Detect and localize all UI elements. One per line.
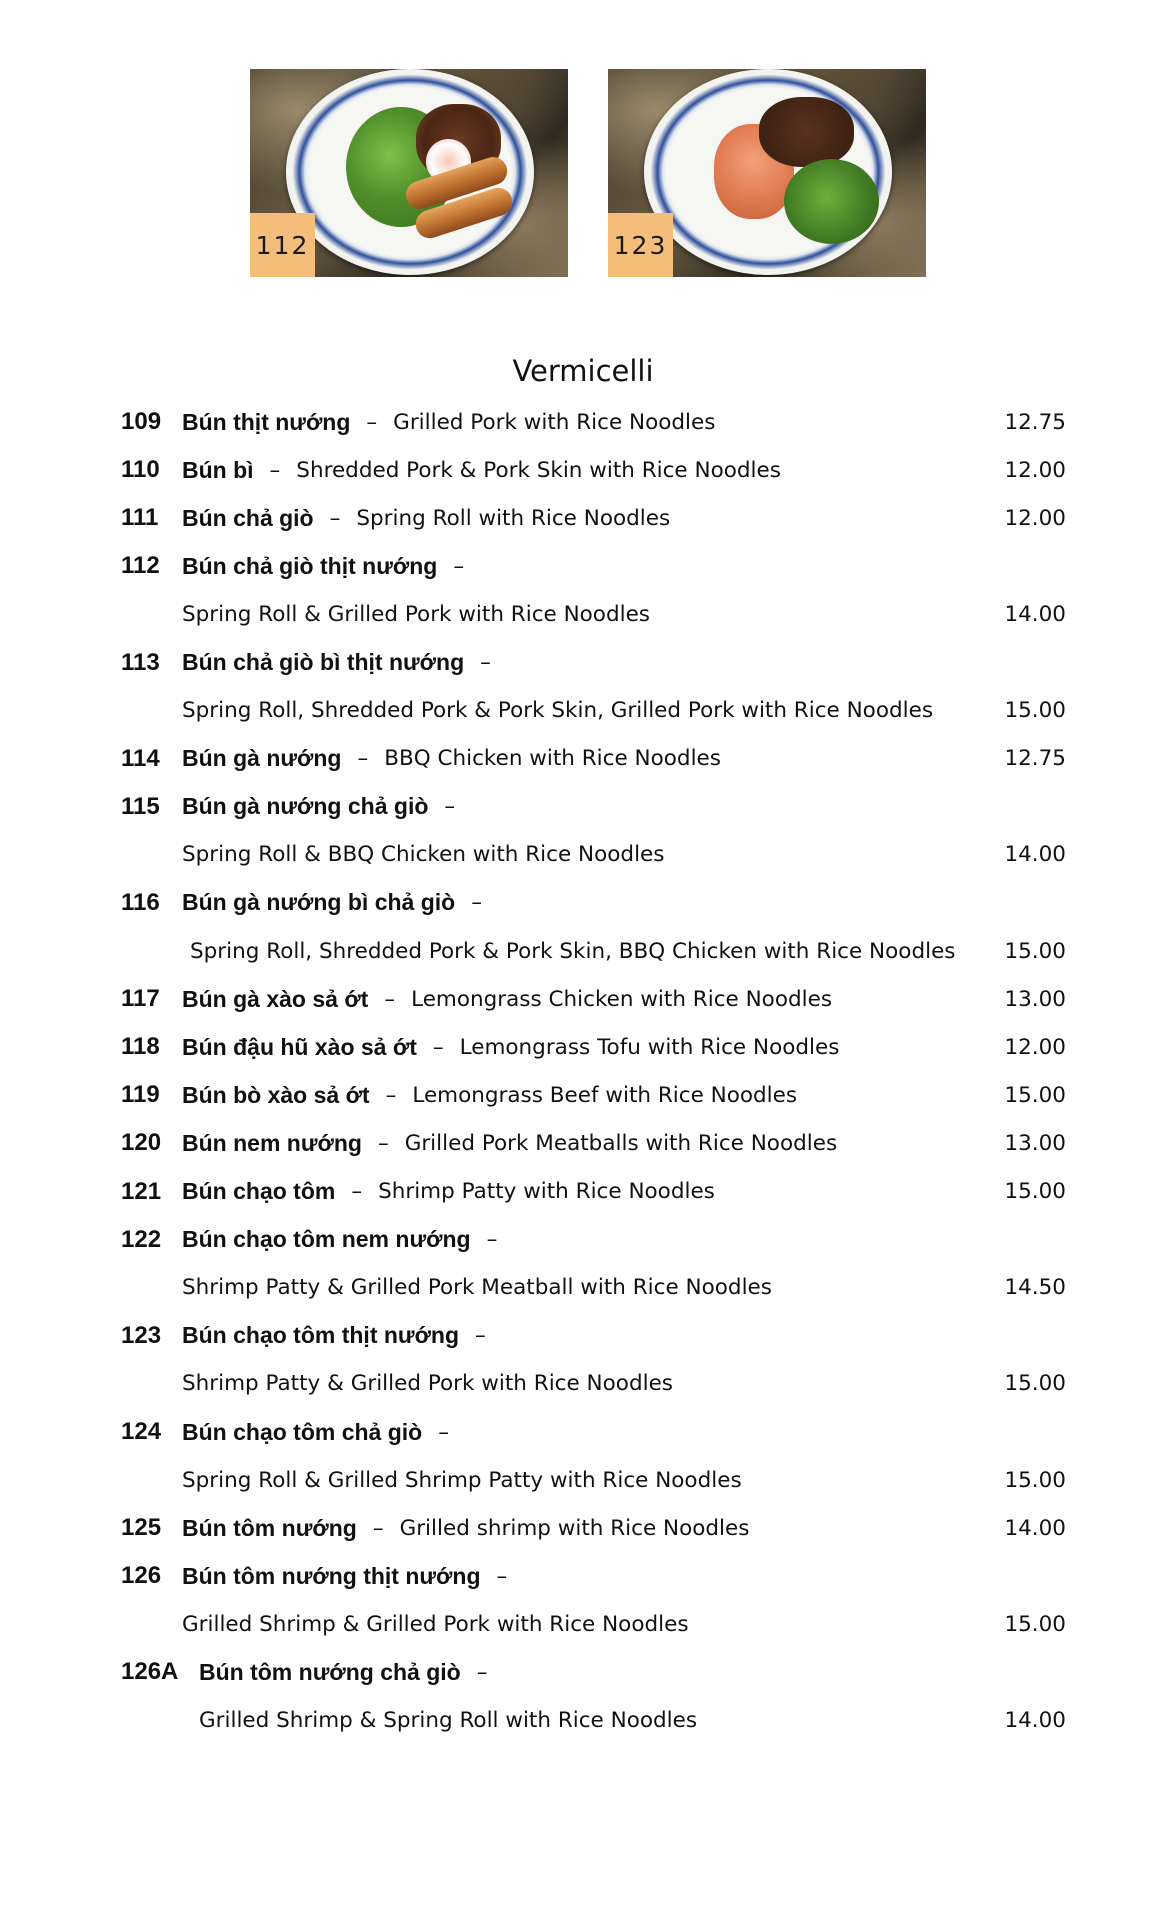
item-price: 15.00 bbox=[1004, 1179, 1066, 1205]
item-name-english: Spring Roll & BBQ Chicken with Rice Noodles bbox=[182, 842, 665, 868]
separator-dash: – bbox=[475, 1323, 486, 1349]
item-name-english: Spring Roll & Grilled Shrimp Patty with Rice Noodles bbox=[182, 1467, 742, 1493]
menu-item bbox=[121, 1168, 1066, 1216]
item-name-english: Shrimp Patty & Grilled Pork with Rice Noodles bbox=[182, 1371, 673, 1397]
item-number: 110 bbox=[121, 456, 160, 484]
photo-strip bbox=[250, 69, 930, 277]
separator-dash: – bbox=[480, 650, 491, 676]
item-number: 111 bbox=[121, 504, 159, 532]
dish-photo-123 bbox=[608, 69, 926, 277]
item-name-english: Spring Roll with Rice Noodles bbox=[356, 505, 671, 531]
separator-dash: – bbox=[372, 1515, 384, 1541]
item-number: 122 bbox=[121, 1225, 162, 1253]
item-name-english: Spring Roll & Grilled Pork with Rice Noodles bbox=[182, 601, 651, 627]
menu-item-continuation bbox=[121, 831, 1066, 879]
item-name-vietnamese: Bún chạo tôm chả giò bbox=[182, 1418, 423, 1445]
item-price: 14.00 bbox=[1004, 601, 1066, 627]
item-name-vietnamese: Bún gà nướng bì chả giò bbox=[182, 889, 456, 916]
item-name-vietnamese: Bún tôm nướng bbox=[182, 1514, 357, 1541]
separator-dash: – bbox=[357, 746, 369, 772]
item-name-vietnamese: Bún tôm nướng chả giò bbox=[199, 1658, 461, 1685]
item-name-vietnamese: Bún thịt nướng bbox=[182, 408, 351, 435]
item-name-vietnamese: Bún chả giò bbox=[182, 504, 314, 531]
item-number: 118 bbox=[121, 1033, 160, 1061]
item-number: 115 bbox=[121, 792, 160, 820]
menu-item bbox=[121, 1023, 1066, 1071]
item-name-english: Grilled Pork Meatballs with Rice Noodles bbox=[404, 1130, 838, 1156]
separator-dash: – bbox=[438, 1419, 449, 1445]
separator-dash: – bbox=[486, 1227, 498, 1253]
menu-item bbox=[121, 1504, 1066, 1552]
item-number: 120 bbox=[121, 1129, 162, 1157]
section-title: Vermicelli bbox=[512, 354, 654, 388]
item-price: 15.00 bbox=[1004, 1371, 1066, 1397]
menu-item-continuation bbox=[121, 590, 1066, 638]
item-price: 15.00 bbox=[1004, 1082, 1066, 1108]
item-name-vietnamese: Bún bò xào sả ớt bbox=[182, 1081, 370, 1108]
item-name-english: Grilled shrimp with Rice Noodles bbox=[399, 1515, 750, 1541]
item-name-vietnamese: Bún chạo tôm nem nướng bbox=[182, 1226, 471, 1253]
item-name-english: Shrimp Patty & Grilled Pork Meatball with Rice Noodles bbox=[182, 1275, 772, 1301]
item-number: 121 bbox=[121, 1177, 162, 1205]
menu-item-continuation bbox=[121, 687, 1066, 735]
item-price: 12.00 bbox=[1004, 1034, 1066, 1060]
menu-item bbox=[121, 1648, 1066, 1696]
item-name-english: Grilled Pork with Rice Noodles bbox=[393, 409, 716, 435]
menu-item bbox=[121, 398, 1066, 446]
menu-item bbox=[121, 1552, 1066, 1600]
item-name-vietnamese: Bún chạo tôm thịt nướng bbox=[182, 1322, 460, 1349]
item-name-vietnamese: Bún chả giò thịt nướng bbox=[182, 552, 438, 579]
separator-dash: – bbox=[476, 1659, 488, 1685]
item-name-english: Shredded Pork & Pork Skin with Rice Noodles bbox=[296, 457, 781, 483]
item-price: 15.00 bbox=[1004, 698, 1066, 724]
menu-item-continuation bbox=[121, 1697, 1066, 1745]
item-number: 109 bbox=[121, 408, 162, 436]
item-name-vietnamese: Bún bì bbox=[182, 456, 254, 483]
separator-dash: – bbox=[329, 505, 341, 531]
item-name-english: Grilled Shrimp & Grilled Pork with Rice Noodles bbox=[182, 1611, 689, 1637]
item-price: 14.00 bbox=[1004, 1708, 1066, 1734]
item-price: 13.00 bbox=[1004, 1130, 1066, 1156]
item-number: 126A bbox=[121, 1658, 179, 1686]
item-number: 114 bbox=[121, 744, 160, 772]
item-price: 15.00 bbox=[1004, 1611, 1066, 1637]
item-name-vietnamese: Bún chạo tôm bbox=[182, 1178, 336, 1205]
item-number: 113 bbox=[121, 648, 160, 676]
item-number: 124 bbox=[121, 1418, 162, 1446]
menu-item bbox=[121, 783, 1066, 831]
menu-item bbox=[121, 542, 1066, 590]
menu-list bbox=[121, 398, 1066, 1745]
separator-dash: – bbox=[453, 553, 465, 579]
separator-dash: – bbox=[384, 986, 396, 1012]
item-name-vietnamese: Bún tôm nướng thịt nướng bbox=[182, 1562, 481, 1589]
item-name-english: BBQ Chicken with Rice Noodles bbox=[384, 746, 721, 772]
menu-item bbox=[121, 446, 1066, 494]
item-price: 15.00 bbox=[1004, 938, 1066, 964]
separator-dash: – bbox=[432, 1034, 444, 1060]
item-name-english: Grilled Shrimp & Spring Roll with Rice Noodles bbox=[199, 1708, 698, 1734]
separator-dash: – bbox=[351, 1179, 363, 1205]
menu-item bbox=[121, 1312, 1066, 1360]
menu-item bbox=[121, 1216, 1066, 1264]
menu-item-continuation bbox=[121, 1600, 1066, 1648]
menu-item-continuation bbox=[121, 1264, 1066, 1312]
item-number: 126 bbox=[121, 1562, 162, 1590]
menu-item bbox=[121, 1071, 1066, 1119]
separator-dash: – bbox=[269, 457, 281, 483]
item-price: 12.75 bbox=[1004, 746, 1066, 772]
separator-dash: – bbox=[496, 1563, 508, 1589]
item-name-vietnamese: Bún nem nướng bbox=[182, 1129, 362, 1156]
item-name-vietnamese: Bún gà nướng bbox=[182, 745, 342, 772]
item-price: 14.00 bbox=[1004, 842, 1066, 868]
separator-dash: – bbox=[377, 1130, 389, 1156]
item-price: 15.00 bbox=[1004, 1467, 1066, 1493]
item-name-vietnamese: Bún đậu hũ xào sả ớt bbox=[182, 1033, 417, 1060]
photo-badge: 112 bbox=[250, 213, 315, 277]
separator-dash: – bbox=[385, 1082, 397, 1108]
item-price: 13.00 bbox=[1004, 986, 1066, 1012]
menu-item bbox=[121, 1119, 1066, 1167]
menu-item-continuation bbox=[121, 927, 1066, 975]
item-name-english: Shrimp Patty with Rice Noodles bbox=[378, 1179, 715, 1205]
menu-item bbox=[121, 1408, 1066, 1456]
item-price: 14.50 bbox=[1004, 1275, 1066, 1301]
item-name-vietnamese: Bún gà xào sả ớt bbox=[182, 985, 369, 1012]
item-number: 119 bbox=[121, 1081, 160, 1109]
bowl-image bbox=[644, 69, 892, 275]
item-name-vietnamese: Bún chả giò bì thịt nướng bbox=[182, 649, 465, 676]
item-price: 14.00 bbox=[1004, 1515, 1066, 1541]
bowl-image bbox=[286, 69, 534, 275]
separator-dash: – bbox=[444, 794, 456, 820]
item-price: 12.00 bbox=[1004, 505, 1066, 531]
item-number: 125 bbox=[121, 1514, 162, 1542]
menu-item bbox=[121, 975, 1066, 1023]
menu-item bbox=[121, 638, 1066, 686]
menu-item bbox=[121, 735, 1066, 783]
item-name-english: Lemongrass Beef with Rice Noodles bbox=[412, 1082, 798, 1108]
menu-item bbox=[121, 494, 1066, 542]
item-number: 116 bbox=[121, 888, 160, 916]
item-number: 112 bbox=[121, 552, 160, 580]
item-name-english: Lemongrass Chicken with Rice Noodles bbox=[411, 986, 833, 1012]
item-name-vietnamese: Bún gà nướng chả giò bbox=[182, 793, 429, 820]
item-name-english: Spring Roll, Shredded Pork & Pork Skin, Grilled Pork with Rice Noodles bbox=[182, 698, 934, 724]
item-number: 117 bbox=[121, 985, 160, 1013]
item-name-english: Lemongrass Tofu with Rice Noodles bbox=[459, 1034, 840, 1060]
separator-dash: – bbox=[471, 890, 482, 916]
item-price: 12.00 bbox=[1004, 457, 1066, 483]
item-name-english: Spring Roll, Shredded Pork & Pork Skin, BBQ Chicken with Rice Noodles bbox=[190, 938, 956, 964]
menu-item-continuation bbox=[121, 1456, 1066, 1504]
item-number: 123 bbox=[121, 1321, 162, 1349]
menu-item bbox=[121, 879, 1066, 927]
menu-item-continuation bbox=[121, 1360, 1066, 1408]
photo-badge: 123 bbox=[608, 213, 673, 277]
item-price: 12.75 bbox=[1004, 409, 1066, 435]
separator-dash: – bbox=[366, 409, 378, 435]
dish-photo-112 bbox=[250, 69, 568, 277]
